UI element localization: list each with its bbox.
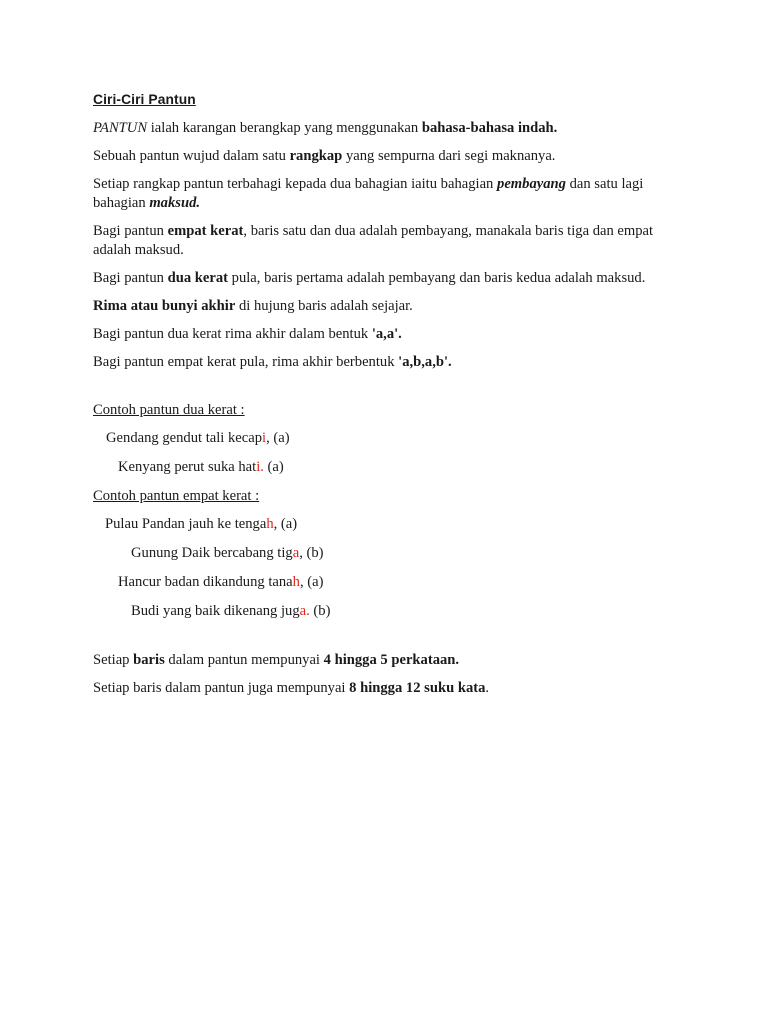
document-page bbox=[93, 90, 693, 707]
example-empat-kerat-heading: Contoh pantun empat kerat : bbox=[93, 488, 260, 504]
document-title: Ciri-Ciri Pantun bbox=[93, 92, 196, 107]
verse-line: Budi yang baik dikenang juga. (b) bbox=[131, 603, 331, 619]
spacer bbox=[93, 381, 693, 401]
paragraph-rima: Rima atau bunyi akhir di hujung baris adalah sejajar. bbox=[93, 298, 413, 314]
paragraph-empat-kerat: Bagi pantun empat kerat, baris satu dan dua adalah pembayang, manakala baris tiga dan empat adalah maksud. bbox=[93, 223, 654, 258]
paragraph-dua-kerat: Bagi pantun dua kerat pula, baris pertama adalah pembayang dan baris kedua adalah maksud. bbox=[93, 270, 646, 286]
spacer bbox=[93, 631, 693, 651]
paragraph-rima-dua-kerat: Bagi pantun dua kerat rima akhir dalam bentuk 'a,a'. bbox=[93, 326, 402, 342]
verse-line: Gendang gendut tali kecapi, (a) bbox=[106, 430, 290, 446]
rhyme-letter: i bbox=[262, 430, 267, 446]
verse-line: Kenyang perut suka hati. (a) bbox=[118, 459, 284, 475]
paragraph-perkataan: Setiap baris dalam pantun mempunyai 4 hingga 5 perkataan. bbox=[93, 652, 460, 668]
paragraph-rima-empat-kerat: Bagi pantun empat kerat pula, rima akhir berbentuk 'a,b,a,b'. bbox=[93, 354, 452, 370]
paragraph-definition: PANTUN ialah karangan berangkap yang menggunakan bahasa-bahasa indah. bbox=[93, 120, 558, 136]
verse-line: Pulau Pandan jauh ke tengah, (a) bbox=[105, 516, 298, 532]
verse-line: Gunung Daik bercabang tiga, (b) bbox=[131, 545, 324, 561]
rhyme-letter: a bbox=[292, 545, 300, 561]
rhyme-letter: a. bbox=[299, 603, 310, 619]
paragraph-suku-kata: Setiap baris dalam pantun juga mempunyai 8 hingga 12 suku kata. bbox=[93, 680, 490, 696]
example-dua-kerat-heading: Contoh pantun dua kerat : bbox=[93, 402, 245, 418]
verse-line: Hancur badan dikandung tanah, (a) bbox=[118, 574, 324, 590]
term-pantun: PANTUN bbox=[93, 120, 148, 136]
rhyme-letter: i. bbox=[256, 459, 264, 475]
rhyme-letter: h bbox=[266, 516, 274, 532]
rhyme-letter: h bbox=[292, 574, 300, 590]
paragraph-bahagian: Setiap rangkap pantun terbahagi kepada dua bahagian iaitu bahagian pembayang dan satu lagi bahagian maksud. bbox=[93, 176, 644, 211]
paragraph-rangkap: Sebuah pantun wujud dalam satu rangkap yang sempurna dari segi maknanya. bbox=[93, 148, 556, 164]
